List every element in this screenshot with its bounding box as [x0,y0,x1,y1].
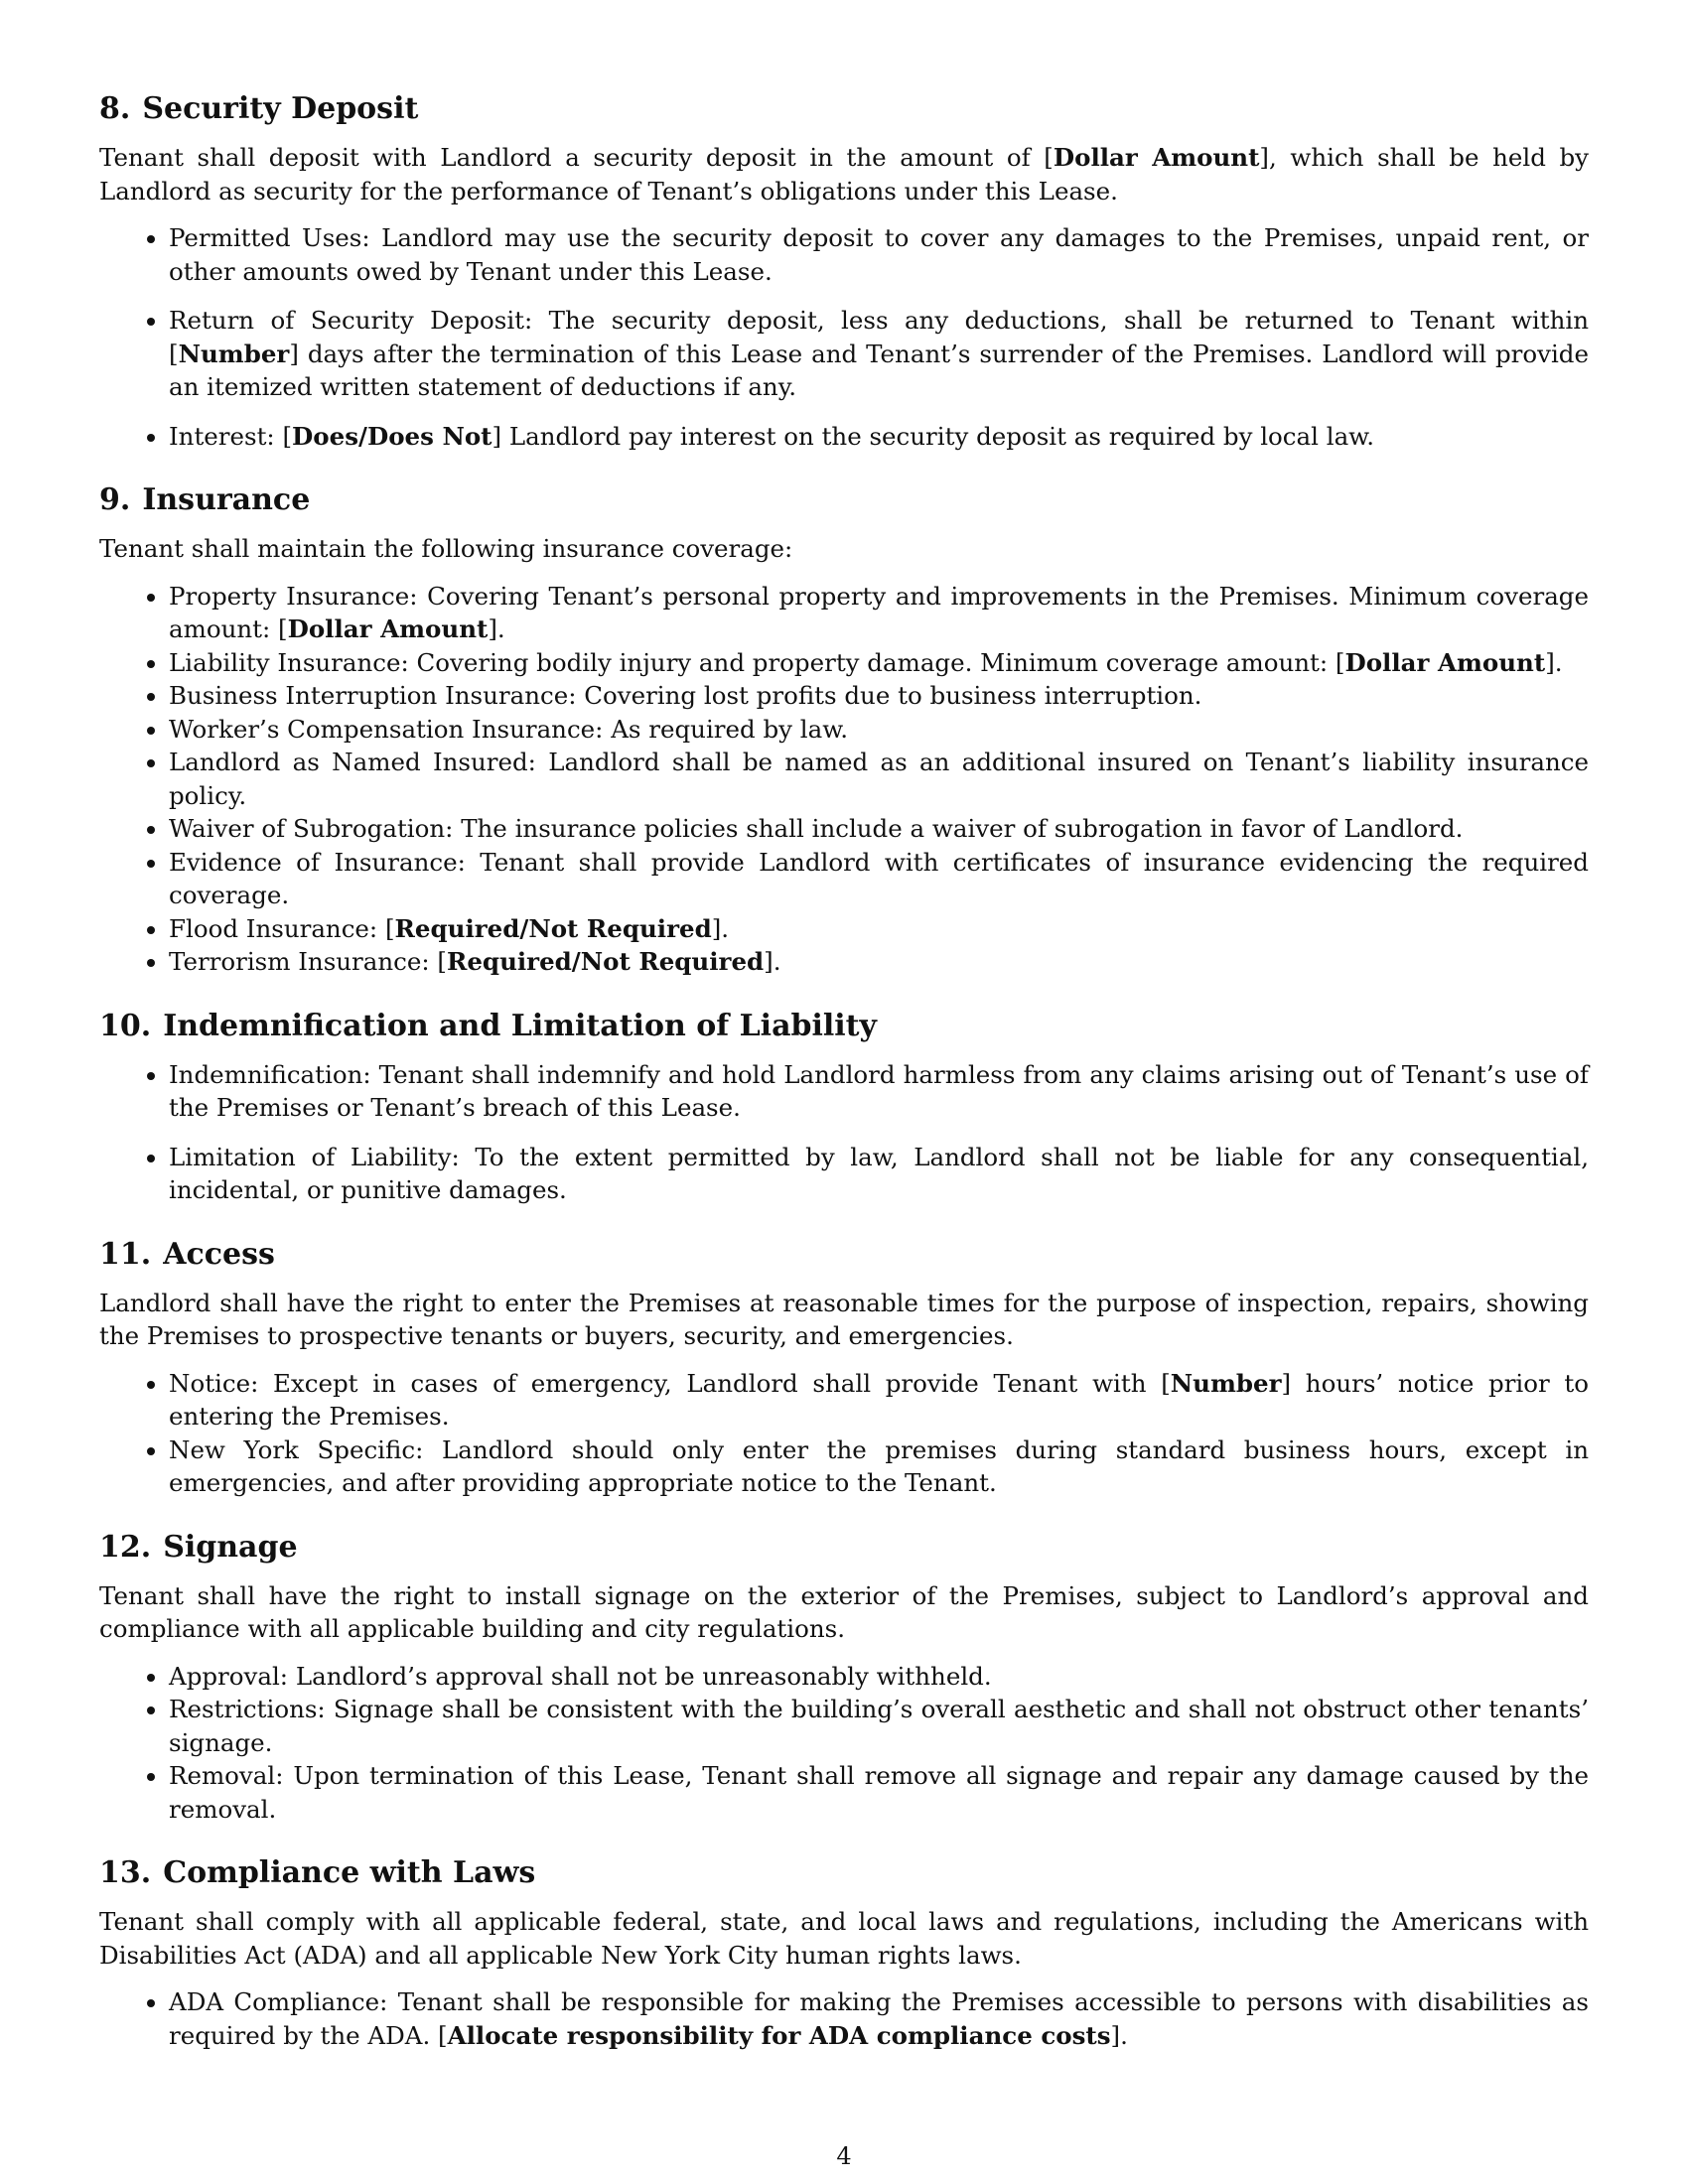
list-item: • Indemnification: Tenant shall indemnify and hold Landlord harmless from any claims arising out of Tenant’s use of the Premises or Tenant’s breach of this Lease. [169,1058,1589,1125]
list-item: • Return of Security Deposit: The security deposit, less any deductions, shall be returned to Tenant within [Number] days after the termination of this Lease and Tenant’s surrender of the Premises. Landlord will provide an itemized written statement of deductions if any. [169,304,1589,404]
bullet-list [99,1660,1589,1827]
section-access [99,1237,1589,1500]
bullet-list [99,1058,1589,1207]
list-item: • Interest: [Does/Does Not] Landlord pay interest on the security deposit as required by local law. [169,420,1589,454]
list-item: • Limitation of Liability: To the extent permitted by law, Landlord shall not be liable for any consequential, incidental, or punitive damages. [169,1141,1589,1207]
list-item: • Terrorism Insurance: [Required/Not Required]. [169,945,1589,979]
section-heading: 12. Signage [99,1529,298,1565]
section-intro: Tenant shall deposit with Landlord a security deposit in the amount of [Dollar Amount], which shall be held by Landlord as security for the performance of Tenant’s obligations under this Lease. [99,143,1590,205]
bullet-list [99,580,1589,979]
list-item: • Removal: Upon termination of this Lease, Tenant shall remove all signage and repair any damage caused by the removal. [169,1759,1589,1826]
list-item: • New York Specific: Landlord should only enter the premises during standard business hours, except in emergencies, and after providing appropriate notice to the Tenant. [169,1433,1589,1500]
list-item: • Evidence of Insurance: Tenant shall provide Landlord with certificates of insurance evidencing the required coverage. [169,846,1589,912]
list-item: • Business Interruption Insurance: Covering lost profits due to business interruption. [169,679,1589,713]
document-page [99,91,1589,2082]
page-number: 4 [836,2142,852,2170]
bullet-list [99,1985,1589,2052]
section-intro: Tenant shall maintain the following insurance coverage: [99,534,793,563]
section-heading: 10. Indemnification and Limitation of Liability [99,1008,877,1043]
section-intro: Tenant shall have the right to install signage on the exterior of the Premises, subject to Landlord’s approval and compliance with all applicable building and city regulations. [99,1580,1589,1643]
section-signage [99,1530,1589,1827]
bullet-list [99,1367,1589,1500]
section-heading: 13. Compliance with Laws [99,1855,536,1890]
section-intro: Landlord shall have the right to enter the Premises at reasonable times for the purpose of inspection, repairs, showing the Premises to prospective tenants or buyers, security, and emergencies. [99,1288,1589,1350]
section-heading: 9. Insurance [99,482,311,517]
list-item: • Notice: Except in cases of emergency, Landlord shall provide Tenant with [Number] hours’ notice prior to entering the Premises. [169,1367,1589,1433]
section-intro: Tenant shall comply with all applicable federal, state, and local laws and regulations, including the Americans with Disabilities Act (ADA) and all applicable New York City human rights laws. [99,1907,1589,1970]
list-item: • Approval: Landlord’s approval shall not be unreasonably withheld. [169,1660,1589,1694]
list-item: • Permitted Uses: Landlord may use the security deposit to cover any damages to the Premises, unpaid rent, or other amounts owed by Tenant under this Lease. [169,221,1589,288]
section-compliance [99,1855,1589,2052]
bullet-list [99,221,1589,453]
list-item: • Flood Insurance: [Required/Not Required]. [169,912,1589,946]
list-item: • ADA Compliance: Tenant shall be responsible for making the Premises accessible to persons with disabilities as required by the ADA. [Allocate responsibility for ADA compliance costs]. [169,1985,1589,2052]
section-insurance [99,482,1589,979]
list-item: • Worker’s Compensation Insurance: As required by law. [169,713,1589,747]
section-security-deposit [99,91,1589,453]
list-item: • Restrictions: Signage shall be consistent with the building’s overall aesthetic and shall not obstruct other tenants’ signage. [169,1693,1589,1759]
section-heading: 11. Access [99,1236,275,1272]
list-item: • Waiver of Subrogation: The insurance policies shall include a waiver of subrogation in favor of Landlord. [169,812,1589,846]
section-indemnification [99,1009,1589,1207]
section-heading: 8. Security Deposit [99,91,419,126]
list-item: • Landlord as Named Insured: Landlord shall be named as an additional insured on Tenant’s liability insurance policy. [169,746,1589,812]
list-item: • Property Insurance: Covering Tenant’s personal property and improvements in the Premises. Minimum coverage amount: [Dollar Amount]. [169,580,1589,646]
list-item: • Liability Insurance: Covering bodily injury and property damage. Minimum coverage amount: [Dollar Amount]. [169,646,1589,680]
